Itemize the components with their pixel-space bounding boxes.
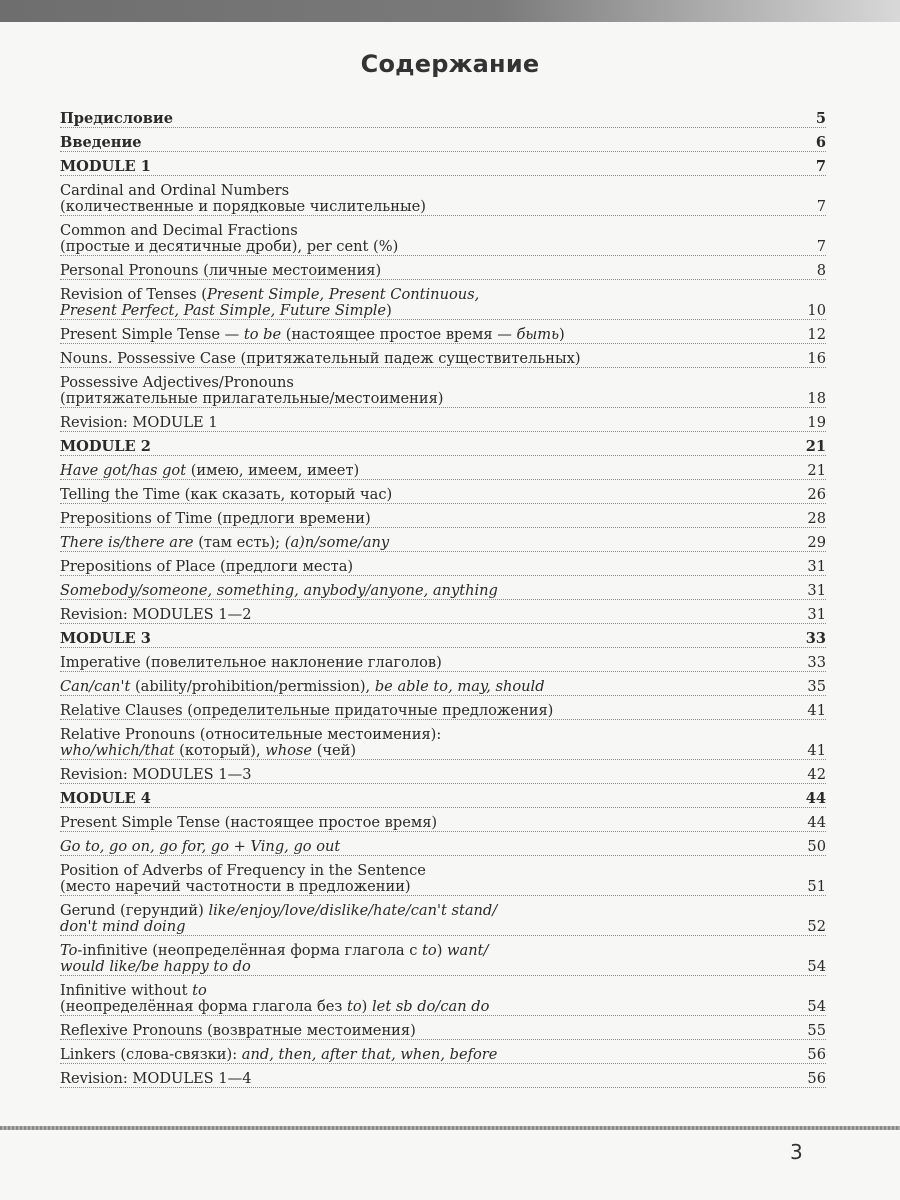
toc-entry[interactable] (60, 456, 826, 480)
toc-entry[interactable] (60, 896, 826, 936)
toc-page-number: 41 (807, 702, 826, 719)
toc-text-segment: Go to, go on, go for, go + Ving, go out (60, 838, 341, 855)
toc-entry-title (60, 727, 441, 759)
toc-entry[interactable] (60, 1040, 826, 1064)
toc-entry-line (60, 1071, 252, 1087)
toc-entry-line (60, 679, 545, 695)
toc-text-segment: To (60, 942, 78, 959)
toc-text-segment: (там есть); (193, 534, 285, 551)
toc-entry[interactable] (60, 504, 826, 528)
toc-page-number: 44 (807, 814, 826, 831)
toc-entry-title (60, 559, 353, 575)
toc-entry-title (60, 463, 359, 479)
toc-entry-line (60, 959, 488, 975)
toc-text-segment: (который), (174, 742, 266, 759)
toc-page-number: 18 (807, 390, 826, 407)
toc-page-number: 7 (816, 198, 826, 215)
toc-text-segment: Nouns. Possessive Case (притяжательный падеж существительных) (60, 350, 581, 367)
toc-page-number: 33 (807, 654, 826, 671)
toc-entry-title (60, 535, 389, 551)
toc-entry-title (60, 111, 173, 127)
toc-text-segment: Common and Decimal Fractions (60, 222, 298, 239)
toc-text-segment: to (192, 982, 207, 999)
toc-entry-title (60, 439, 151, 455)
toc-entry-title (60, 791, 151, 807)
toc-text-segment: -infinitive (неопределённая форма глагола с (77, 942, 423, 959)
toc-page-number: 56 (807, 1070, 826, 1087)
toc-entry-line (60, 111, 173, 127)
toc-text-segment: ) (559, 326, 565, 343)
toc-page-number: 54 (807, 998, 826, 1015)
toc-page-number: 31 (807, 558, 826, 575)
toc-entry-title (60, 135, 142, 151)
toc-text-segment: (притяжательные прилагательные/местоимения) (60, 390, 444, 407)
toc-entry[interactable] (60, 408, 826, 432)
toc-text-segment: Personal Pronouns (личные местоимения) (60, 262, 382, 279)
toc-entry-title (60, 327, 565, 343)
toc-text-segment: Present Simple Tense (настоящее простое время) (60, 814, 438, 831)
toc-text-segment: ) (386, 302, 392, 319)
toc-entry-title (60, 223, 398, 255)
toc-entry-line (60, 839, 340, 855)
toc-page-number: 21 (805, 438, 826, 455)
toc-text-segment: Possessive Adjectives/Pronouns (60, 374, 294, 391)
toc-entry[interactable] (60, 552, 826, 576)
toc-entry-line (60, 239, 398, 255)
toc-page-number: 7 (815, 158, 826, 175)
toc-text-segment: Prepositions of Place (предлоги места) (60, 558, 354, 575)
toc-text-segment: MODULE 1 (60, 158, 151, 175)
toc-entry-line (60, 463, 359, 479)
toc-text-segment: (ability/prohibition/permission), (130, 678, 375, 695)
toc-entry-line (60, 223, 398, 239)
toc-entry-line (60, 943, 488, 959)
toc-text-segment: Reflexive Pronouns (возвратные местоимения) (60, 1022, 416, 1039)
toc-entry-title (60, 183, 426, 215)
toc-text-segment: and, then, after that, when, before (241, 1046, 498, 1063)
toc-text-segment: to (422, 942, 437, 959)
toc-entry[interactable] (60, 832, 826, 856)
toc-entry-title (60, 1023, 416, 1039)
toc-entry-line (60, 743, 441, 759)
toc-text-segment: Revision of Tenses ( (60, 286, 207, 303)
toc-text-segment: (a)n/some/any (284, 534, 390, 551)
toc-entry-title (60, 943, 488, 975)
toc-page-number: 28 (807, 510, 826, 527)
toc-entry-title (60, 583, 498, 599)
toc-entry[interactable] (60, 624, 826, 648)
toc-entry-title (60, 903, 497, 935)
toc-entry[interactable] (60, 936, 826, 976)
toc-page-number: 31 (807, 582, 826, 599)
toc-text-segment: (простые и десятичные дроби), per cent (%) (60, 238, 399, 255)
toc-entry[interactable] (60, 216, 826, 256)
toc-page-number: 51 (807, 878, 826, 895)
toc-entry-line (60, 583, 498, 599)
toc-entry-line (60, 391, 443, 407)
toc-page-number: 54 (807, 958, 826, 975)
bottom-rule (0, 1126, 900, 1130)
toc-page-number: 10 (807, 302, 826, 319)
toc-page-number: 29 (807, 534, 826, 551)
toc-entry-title (60, 607, 252, 623)
toc-text-segment: Somebody/someone, something, anybody/anyone, anything (60, 582, 498, 599)
toc-text-segment: Revision: MODULES 1—4 (60, 1070, 252, 1087)
toc-text-segment: Present Simple, Present Continuous, (206, 286, 480, 303)
toc-text-segment: Revision: MODULES 1—2 (60, 606, 252, 623)
toc-entry-title (60, 415, 218, 431)
toc-page-number: 6 (815, 134, 826, 151)
toc-entry-title (60, 287, 479, 319)
toc-page-number: 7 (816, 238, 826, 255)
toc-page-number: 12 (807, 326, 826, 343)
toc-entry[interactable] (60, 368, 826, 408)
toc-entry-line (60, 511, 371, 527)
toc-text-segment: would like/be happy to do (60, 958, 251, 975)
toc-text-segment: Revision: MODULE 1 (60, 414, 218, 431)
toc-entry-line (60, 415, 218, 431)
toc-entry-line (60, 559, 353, 575)
toc-entry-title (60, 1047, 497, 1063)
toc-entry-line (60, 727, 441, 743)
toc-entry[interactable] (60, 760, 826, 784)
toc-page-number: 41 (807, 742, 826, 759)
toc-entry-title (60, 263, 381, 279)
toc-text-segment: (настоящее простое время — (281, 326, 517, 343)
toc-text-segment: be able to, may, should (374, 678, 545, 695)
toc-entry[interactable] (60, 256, 826, 280)
toc-text-segment: (количественные и порядковые числительные) (60, 198, 426, 215)
toc-text-segment: to be (243, 326, 282, 343)
toc-text-segment: Linkers (слова-связки): (60, 1046, 242, 1063)
toc-page-number: 19 (807, 414, 826, 431)
toc-entry[interactable] (60, 672, 826, 696)
toc-text-segment: (место наречий частотности в предложении) (60, 878, 411, 895)
toc-text-segment: ) (361, 998, 373, 1015)
toc-entry[interactable] (60, 104, 826, 128)
toc-entry-line (60, 183, 426, 199)
toc-entry-title (60, 655, 442, 671)
toc-page-number: 55 (807, 1022, 826, 1039)
toc-entry-line (60, 703, 553, 719)
toc-text-segment: Prepositions of Time (предлоги времени) (60, 510, 371, 527)
toc-text-segment: ) (436, 942, 448, 959)
toc-entry[interactable] (60, 976, 826, 1016)
toc-text-segment: Предисловие (60, 110, 173, 127)
toc-page-number: 50 (807, 838, 826, 855)
toc-entry-line (60, 439, 151, 455)
toc-entry-title (60, 1071, 252, 1087)
toc-text-segment: to (347, 998, 362, 1015)
toc-entry-line (60, 919, 497, 935)
toc-entry-title (60, 983, 489, 1015)
toc-entry[interactable] (60, 720, 826, 760)
toc-entry-line (60, 159, 151, 175)
toc-entry[interactable] (60, 1064, 826, 1088)
toc-page-number: 31 (807, 606, 826, 623)
toc-text-segment: who/which/that (60, 742, 175, 759)
toc-entry-title (60, 839, 340, 855)
toc-entry-title (60, 511, 371, 527)
toc-entry[interactable] (60, 176, 826, 216)
toc-page-number: 56 (807, 1046, 826, 1063)
toc-entry[interactable] (60, 128, 826, 152)
toc-text-segment: Infinitive without (60, 982, 193, 999)
toc-entry[interactable] (60, 528, 826, 552)
toc-entry-line (60, 487, 392, 503)
toc-entry-line (60, 303, 479, 319)
toc-entry-title (60, 351, 581, 367)
toc-entry-title (60, 815, 437, 831)
toc-page-number: 33 (805, 630, 826, 647)
toc-entry-line (60, 375, 443, 391)
toc-entry-line (60, 767, 252, 783)
toc-entry-line (60, 815, 437, 831)
toc-text-segment: быть (516, 326, 560, 343)
toc-entry-line (60, 135, 142, 151)
page-number: 3 (790, 1140, 803, 1164)
toc-entry[interactable] (60, 152, 826, 176)
toc-entry[interactable] (60, 856, 826, 896)
toc-page-number: 44 (805, 790, 826, 807)
toc-text-segment: Gerund (герундий) (60, 902, 209, 919)
table-of-contents (60, 104, 826, 1088)
toc-entry[interactable] (60, 648, 826, 672)
toc-entry-line (60, 791, 151, 807)
toc-entry[interactable] (60, 320, 826, 344)
toc-entry[interactable] (60, 432, 826, 456)
toc-entry-line (60, 1047, 497, 1063)
toc-entry-line (60, 983, 489, 999)
top-border-band (0, 0, 900, 22)
toc-entry-title (60, 767, 252, 783)
toc-page-number: 26 (807, 486, 826, 503)
toc-entry-title (60, 487, 392, 503)
toc-entry-line (60, 655, 442, 671)
toc-entry[interactable] (60, 696, 826, 720)
toc-entry[interactable] (60, 344, 826, 368)
toc-entry[interactable] (60, 784, 826, 808)
toc-entry-line (60, 631, 151, 647)
toc-entry[interactable] (60, 1016, 826, 1040)
toc-text-segment: Present Perfect, Past Simple, Future Simple (60, 302, 387, 319)
toc-page-number: 21 (807, 462, 826, 479)
toc-entry-title (60, 679, 545, 695)
toc-entry-line (60, 535, 389, 551)
toc-entry[interactable] (60, 808, 826, 832)
page-title: Содержание (360, 50, 540, 78)
toc-entry-line (60, 351, 581, 367)
toc-entry-title (60, 863, 426, 895)
toc-text-segment: whose (265, 742, 313, 759)
toc-entry-title (60, 375, 443, 407)
toc-entry-line (60, 1023, 416, 1039)
toc-entry-line (60, 199, 426, 215)
toc-text-segment: Imperative (повелительное наклонение глаголов) (60, 654, 442, 671)
toc-entry-title (60, 703, 553, 719)
toc-text-segment: MODULE 4 (60, 790, 151, 807)
toc-page-number: 35 (807, 678, 826, 695)
toc-text-segment: let sb do/can do (372, 998, 490, 1015)
toc-page-number: 8 (816, 262, 826, 279)
toc-entry-line (60, 999, 489, 1015)
toc-entry-line (60, 879, 426, 895)
toc-text-segment: Cardinal and Ordinal Numbers (60, 182, 290, 199)
toc-text-segment: MODULE 3 (60, 630, 151, 647)
toc-text-segment: Can/can't (60, 678, 131, 695)
toc-entry-title (60, 159, 151, 175)
toc-text-segment: want/ (447, 942, 489, 959)
toc-entry-line (60, 263, 381, 279)
toc-text-segment: Present Simple Tense — (60, 326, 244, 343)
toc-page-number: 52 (807, 918, 826, 935)
toc-entry[interactable] (60, 576, 826, 600)
toc-text-segment: Telling the Time (как сказать, который час) (60, 486, 393, 503)
toc-text-segment: (неопределённая форма глагола без (60, 998, 348, 1015)
toc-text-segment: Relative Pronouns (относительные местоимения): (60, 726, 442, 743)
toc-text-segment: like/enjoy/love/dislike/hate/can't stand/ (208, 902, 498, 919)
toc-text-segment: Have got/has got (60, 462, 187, 479)
toc-entry-line (60, 863, 426, 879)
toc-text-segment: (чей) (312, 742, 357, 759)
toc-entry[interactable] (60, 480, 826, 504)
toc-text-segment: Position of Adverbs of Frequency in the Sentence (60, 862, 426, 879)
toc-page-number: 5 (815, 110, 826, 127)
toc-entry-line (60, 287, 479, 303)
toc-entry-title (60, 631, 151, 647)
toc-entry[interactable] (60, 600, 826, 624)
toc-text-segment: don't mind doing (60, 918, 186, 935)
toc-entry-line (60, 327, 565, 343)
toc-text-segment: There is/there are (60, 534, 194, 551)
toc-text-segment: Revision: MODULES 1—3 (60, 766, 252, 783)
toc-text-segment: Введение (60, 134, 142, 151)
toc-text-segment: MODULE 2 (60, 438, 151, 455)
toc-entry-line (60, 903, 497, 919)
toc-text-segment: (имею, имеем, имеет) (186, 462, 360, 479)
toc-entry-line (60, 607, 252, 623)
toc-text-segment: Relative Clauses (определительные придаточные предложения) (60, 702, 554, 719)
toc-page-number: 16 (807, 350, 826, 367)
toc-page-number: 42 (807, 766, 826, 783)
toc-entry[interactable] (60, 280, 826, 320)
